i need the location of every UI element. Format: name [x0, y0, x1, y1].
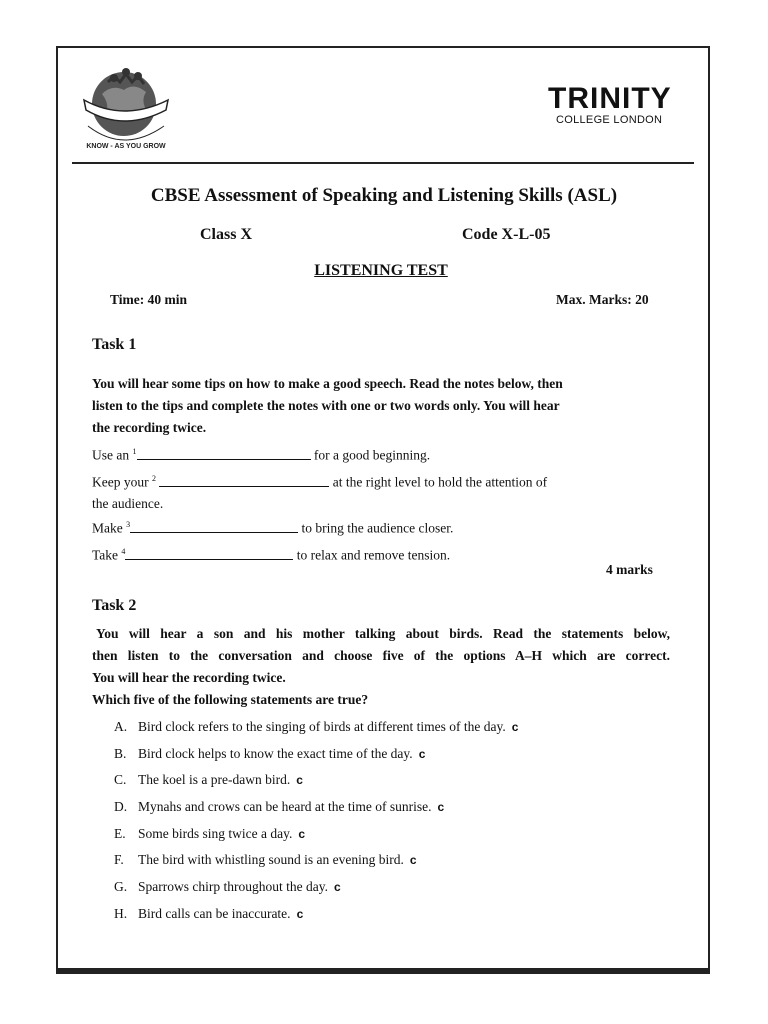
max-marks-label: Max. Marks: 20: [556, 292, 649, 307]
check-mark-icon: c: [511, 720, 519, 734]
task1-item-2: Keep your $^2$ at the right level to hold the attention of the audience.: [92, 474, 548, 511]
check-mark-icon: c: [409, 853, 417, 867]
option-g: G. Sparrows chirp throughout the day. c: [114, 879, 341, 894]
task2-instructions-line: You will hear the recording twice.: [92, 670, 286, 685]
code-label: Code X-L-05: [462, 226, 551, 243]
task1-marks: 4 marks: [606, 562, 653, 577]
brand-subtitle: COLLEGE LONDON: [556, 114, 663, 126]
check-mark-icon: c: [333, 880, 341, 894]
school-logo: [78, 56, 174, 156]
option-f: F. The bird with whistling sound is an evening bird. c: [114, 852, 417, 867]
task2-instructions-line: then listen to the conversation and choose five of the options A–H which are correct.: [92, 648, 670, 663]
task1-instructions: [92, 373, 670, 439]
test-title: LISTENING TEST: [314, 262, 448, 279]
check-mark-icon: c: [418, 747, 426, 761]
option-e: E. Some birds sing twice a day. c: [114, 826, 306, 841]
task2-instructions: [92, 623, 670, 711]
option-c: C. The koel is a pre-dawn bird. c: [114, 772, 303, 787]
task2-question: Which five of the following statements are true?: [92, 692, 369, 707]
task1-instructions-line: You will hear some tips on how to make a good speech. Read the notes below, then: [92, 376, 563, 391]
trinity-logo: [548, 84, 688, 127]
answer-blank[interactable]: [125, 547, 293, 560]
header-divider: [72, 162, 694, 164]
brand-name: TRINITY: [548, 82, 672, 115]
answer-blank[interactable]: [137, 447, 311, 460]
option-a: A. Bird clock refers to the singing of birds at different times of the day. c: [114, 719, 519, 734]
task1-item-3: Make $^3$ to bring the audience closer.: [92, 520, 454, 536]
option-d: D. Mynahs and crows can be heard at the time of sunrise. c: [114, 799, 445, 814]
time-label: Time: 40 min: [110, 292, 187, 307]
task2-heading: Task 2: [92, 597, 137, 614]
task1-instructions-line: listen to the tips and complete the notes with one or two words only. You will hear: [92, 398, 560, 413]
class-label: Class X: [200, 226, 253, 243]
option-h: H. Bird calls can be inaccurate. c: [114, 906, 304, 921]
check-mark-icon: c: [296, 773, 303, 787]
check-mark-icon: c: [296, 907, 304, 921]
check-mark-icon: c: [437, 800, 445, 814]
task1-item-4: Take $^4$ to relax and remove tension.: [92, 547, 451, 563]
check-mark-icon: c: [298, 827, 306, 841]
answer-blank[interactable]: [130, 520, 298, 533]
task2-instructions-line: You will hear a son and his mother talking about birds. Read the statements below,: [96, 626, 670, 641]
option-b: B. Bird clock helps to know the exact time of the day. c: [114, 746, 426, 761]
document-title: CBSE Assessment of Speaking and Listening Skills (ASL): [150, 185, 618, 206]
task1-item-1: Use an $^1$ for a good beginning.: [92, 447, 431, 463]
task1-heading: Task 1: [92, 336, 137, 353]
task1-instructions-line: the recording twice.: [92, 420, 207, 435]
svg-text:KNOW - AS YOU GROW: KNOW - AS YOU GROW: [86, 143, 166, 150]
answer-blank[interactable]: [159, 474, 329, 487]
